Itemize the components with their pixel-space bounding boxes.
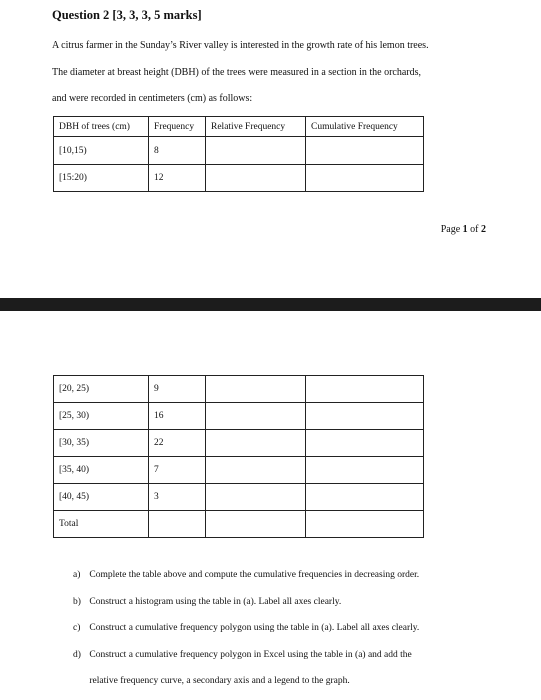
- interval-cell: [20, 25): [54, 376, 149, 403]
- cumulative-frequency-cell: [306, 165, 424, 192]
- relative-frequency-cell: [206, 457, 306, 484]
- header-cumulative-frequency: Cumulative Frequency: [306, 117, 424, 137]
- page-number-middle: of: [467, 224, 481, 235]
- table-row: [54, 484, 424, 511]
- cumulative-frequency-cell: [306, 457, 424, 484]
- table-total-row: [54, 511, 424, 538]
- cumulative-frequency-cell: [306, 137, 424, 165]
- task-text: Construct a histogram using the table in (a). Label all axes clearly.: [89, 597, 342, 607]
- header-relative-frequency: Relative Frequency: [206, 117, 306, 137]
- cumulative-frequency-cell: [306, 376, 424, 403]
- task-label: b): [73, 597, 81, 607]
- frequency-cell: 16: [149, 403, 206, 430]
- cumulative-frequency-cell: [306, 430, 424, 457]
- frequency-cell: 3: [149, 484, 206, 511]
- header-frequency: Frequency: [149, 117, 206, 137]
- table-header-row: [54, 117, 424, 137]
- task-d: [73, 650, 412, 660]
- relative-frequency-cell: [206, 403, 306, 430]
- table-row: [54, 457, 424, 484]
- relative-frequency-cell: [206, 430, 306, 457]
- header-dbh: DBH of trees (cm): [54, 117, 149, 137]
- task-label: c): [73, 623, 81, 633]
- relative-frequency-cell: [206, 376, 306, 403]
- relative-frequency-cell: [206, 165, 306, 192]
- total-label-cell: Total: [54, 511, 149, 538]
- task-text: Complete the table above and compute the cumulative frequencies in decreasing order.: [89, 570, 420, 580]
- frequency-table-page2: [53, 375, 424, 538]
- interval-cell: [40, 45): [54, 484, 149, 511]
- frequency-table-page1: [53, 116, 424, 192]
- table-row: [54, 403, 424, 430]
- relative-frequency-cell: [206, 137, 306, 165]
- task-a: [73, 570, 419, 580]
- interval-cell: [10,15): [54, 137, 149, 165]
- question-line-3: and were recorded in centimeters (cm) as follows:: [52, 93, 253, 104]
- frequency-cell: 9: [149, 376, 206, 403]
- table-row: [54, 137, 424, 165]
- task-c: [73, 623, 419, 633]
- task-text: relative frequency curve, a secondary axis and a legend to the graph.: [89, 676, 350, 686]
- interval-cell: [30, 35): [54, 430, 149, 457]
- frequency-cell: 22: [149, 430, 206, 457]
- page-number: [441, 224, 486, 235]
- question-line-1: A citrus farmer in the Sunday’s River valley is interested in the growth rate of his lemon trees.: [52, 40, 429, 51]
- frequency-cell: 7: [149, 457, 206, 484]
- table-row: [54, 376, 424, 403]
- interval-cell: [35, 40): [54, 457, 149, 484]
- cumulative-frequency-cell: [306, 403, 424, 430]
- relative-frequency-cell: [206, 511, 306, 538]
- question-title: Question 2 [3, 3, 3, 5 marks]: [52, 8, 202, 22]
- task-text: Construct a cumulative frequency polygon using the table in (a). Label all axes clearly.: [89, 623, 420, 633]
- task-text: Construct a cumulative frequency polygon in Excel using the table in (a) and add the: [89, 650, 412, 660]
- task-label: d): [73, 650, 81, 660]
- page-number-prefix: Page: [440, 224, 463, 235]
- interval-cell: [25, 30): [54, 403, 149, 430]
- frequency-cell: [149, 511, 206, 538]
- table-row: [54, 430, 424, 457]
- page-divider: [0, 298, 541, 311]
- question-line-2: The diameter at breast height (DBH) of the trees were measured in a section in the orchards,: [52, 67, 422, 78]
- relative-frequency-cell: [206, 484, 306, 511]
- task-label: a): [73, 570, 81, 580]
- cumulative-frequency-cell: [306, 484, 424, 511]
- cumulative-frequency-cell: [306, 511, 424, 538]
- frequency-cell: 12: [149, 165, 206, 192]
- page-number-total: 2: [481, 224, 486, 235]
- table-row: [54, 165, 424, 192]
- task-d-continued: [73, 676, 350, 686]
- frequency-cell: 8: [149, 137, 206, 165]
- page-number-current: 1: [462, 224, 468, 235]
- interval-cell: [15:20): [54, 165, 149, 192]
- task-b: [73, 597, 341, 607]
